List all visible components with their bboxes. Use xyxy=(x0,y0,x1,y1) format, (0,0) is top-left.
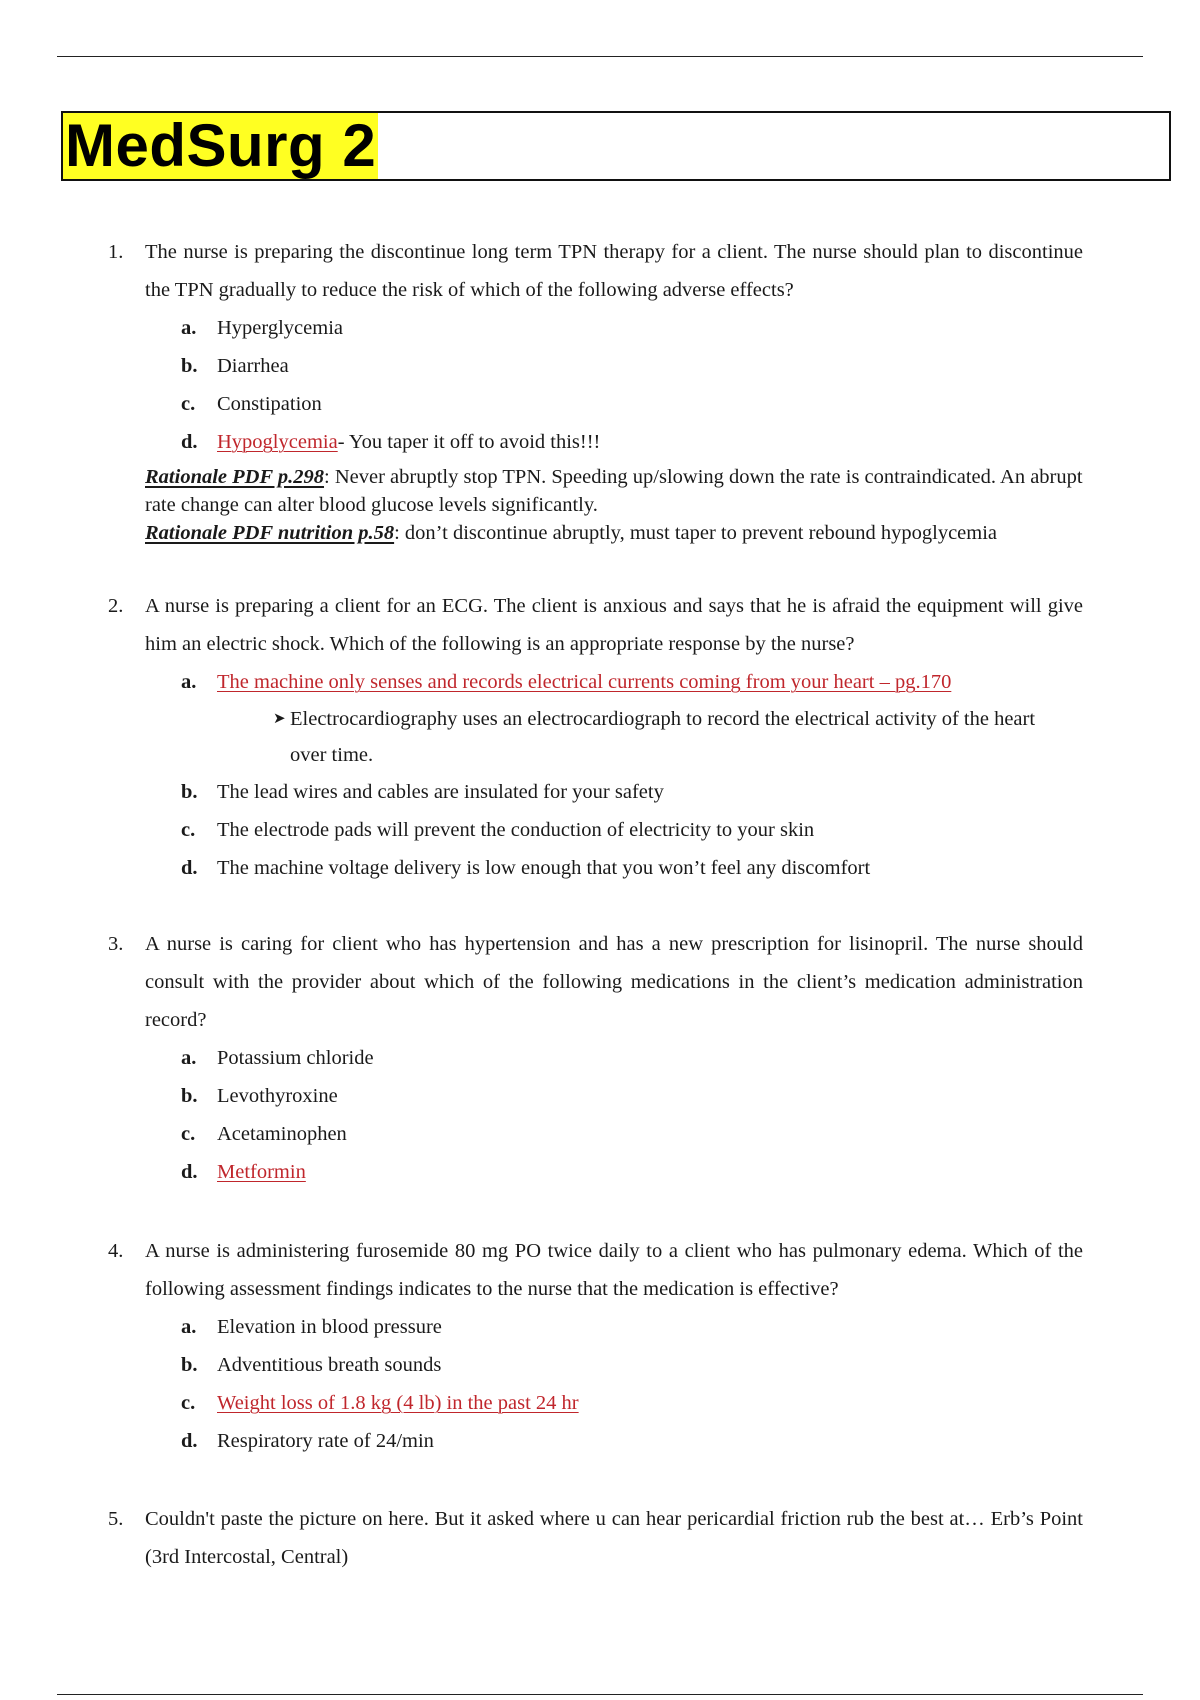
question-number: 2. xyxy=(108,595,124,617)
question-1-text-block xyxy=(108,233,1083,309)
option-c xyxy=(108,1115,1083,1153)
option-text: Respiratory rate of 24/min xyxy=(217,1430,434,1452)
correct-answer-text: Hypoglycemia xyxy=(217,431,338,453)
question-2-text-block xyxy=(108,587,1083,663)
arrowhead-bullet-icon: ➤ xyxy=(273,711,286,727)
option-text: Elevation in blood pressure xyxy=(217,1316,442,1338)
question-text: A nurse is preparing a client for an ECG. The client is anxious and says that he is afraid the equipment will give him an electric shock. Which of the following is an appropriate response by the nurse? xyxy=(145,595,1083,655)
option-d-correct xyxy=(108,423,1083,461)
option-b xyxy=(108,773,1083,811)
option-d-correct xyxy=(108,1153,1083,1191)
option-letter: d. xyxy=(181,857,198,879)
rationale-text: : don’t discontinue abruptly, must taper to prevent rebound hypoglycemia xyxy=(394,522,998,544)
option-b xyxy=(108,1077,1083,1115)
option-letter: c. xyxy=(181,1123,196,1145)
option-text: Hyperglycemia xyxy=(217,317,343,339)
question-5 xyxy=(108,1500,1083,1576)
option-letter: a. xyxy=(181,671,197,693)
option-letter: a. xyxy=(181,1047,197,1069)
option-letter: b. xyxy=(181,781,198,803)
question-5-text-block xyxy=(108,1500,1083,1576)
option-letter: c. xyxy=(181,393,196,415)
option-letter: a. xyxy=(181,1316,197,1338)
question-number: 5. xyxy=(108,1508,124,1530)
option-text: The machine voltage delivery is low enough that you won’t feel any discomfort xyxy=(217,857,871,879)
option-b xyxy=(108,1346,1083,1384)
question-number: 4. xyxy=(108,1240,124,1262)
option-text: Adventitious breath sounds xyxy=(217,1354,442,1376)
option-b xyxy=(108,347,1083,385)
correct-answer-text: Metformin xyxy=(217,1161,306,1183)
option-d xyxy=(108,1422,1083,1460)
answer-explanation xyxy=(108,701,1070,773)
option-a-correct xyxy=(108,663,1083,701)
option-text: Acetaminophen xyxy=(217,1123,347,1145)
correct-answer-text: Weight loss of 1.8 kg (4 lb) in the past 24 hr xyxy=(217,1392,579,1414)
bottom-rule xyxy=(57,1694,1143,1695)
option-letter: c. xyxy=(181,819,196,841)
option-text: Constipation xyxy=(217,393,322,415)
question-1 xyxy=(108,233,1083,547)
rationale-label: Rationale PDF p.298 xyxy=(145,466,325,488)
option-text: Potassium chloride xyxy=(217,1047,374,1069)
question-text: A nurse is administering furosemide 80 mg PO twice daily to a client who has pulmonary edema. Which of the following assessment findings indicates to the nurse that the medication is effective? xyxy=(145,1240,1083,1300)
question-4 xyxy=(108,1232,1083,1460)
top-rule xyxy=(57,56,1143,57)
rationale-1 xyxy=(108,463,1083,519)
answer-note: - You taper it off to avoid this!!! xyxy=(337,431,601,453)
question-2 xyxy=(108,587,1083,887)
question-text: A nurse is caring for client who has hypertension and has a new prescription for lisinopril. The nurse should consult with the provider about which of the following medications in the client’s medication administration record? xyxy=(145,933,1083,1031)
option-a xyxy=(108,1039,1083,1077)
rationale-2 xyxy=(108,519,1083,547)
page-title: MedSurg 2 xyxy=(65,112,377,179)
option-letter: a. xyxy=(181,317,197,339)
option-text: Levothyroxine xyxy=(217,1085,338,1107)
option-letter: b. xyxy=(181,1354,198,1376)
option-letter: d. xyxy=(181,431,198,453)
question-3-text-block xyxy=(108,925,1083,1039)
option-letter: b. xyxy=(181,1085,198,1107)
option-letter: c. xyxy=(181,1392,196,1414)
option-text: The lead wires and cables are insulated for your safety xyxy=(217,781,664,803)
option-c xyxy=(108,811,1083,849)
explanation-text: Electrocardiography uses an electrocardiograph to record the electrical activity of the heart over time. xyxy=(290,708,1036,766)
question-4-text-block xyxy=(108,1232,1083,1308)
option-a xyxy=(108,309,1083,347)
question-number: 1. xyxy=(108,241,124,263)
question-3 xyxy=(108,925,1083,1191)
option-letter: d. xyxy=(181,1430,198,1452)
option-text: The electrode pads will prevent the conduction of electricity to your skin xyxy=(217,819,815,841)
option-c-correct xyxy=(108,1384,1083,1422)
rationale-text: : Never abruptly stop TPN. Speeding up/slowing down the rate is contraindicated. An abrupt rate change can alter blood glucose levels significantly. xyxy=(145,466,1083,516)
question-text: The nurse is preparing the discontinue long term TPN therapy for a client. The nurse should plan to discontinue the TPN gradually to reduce the risk of which of the following adverse effects? xyxy=(145,241,1083,301)
option-letter: d. xyxy=(181,1161,198,1183)
option-text: Diarrhea xyxy=(217,355,289,377)
option-d xyxy=(108,849,1083,887)
question-number: 3. xyxy=(108,933,124,955)
correct-answer-text: The machine only senses and records electrical currents coming from your heart – pg.170 xyxy=(217,671,952,693)
option-c xyxy=(108,385,1083,423)
option-a xyxy=(108,1308,1083,1346)
question-text: Couldn't paste the picture on here. But it asked where u can hear pericardial friction rub the best at… Erb’s Point (3rd Intercostal, Central) xyxy=(145,1508,1083,1568)
rationale-label: Rationale PDF nutrition p.58 xyxy=(145,522,395,544)
option-letter: b. xyxy=(181,355,198,377)
title-box xyxy=(61,111,1171,181)
